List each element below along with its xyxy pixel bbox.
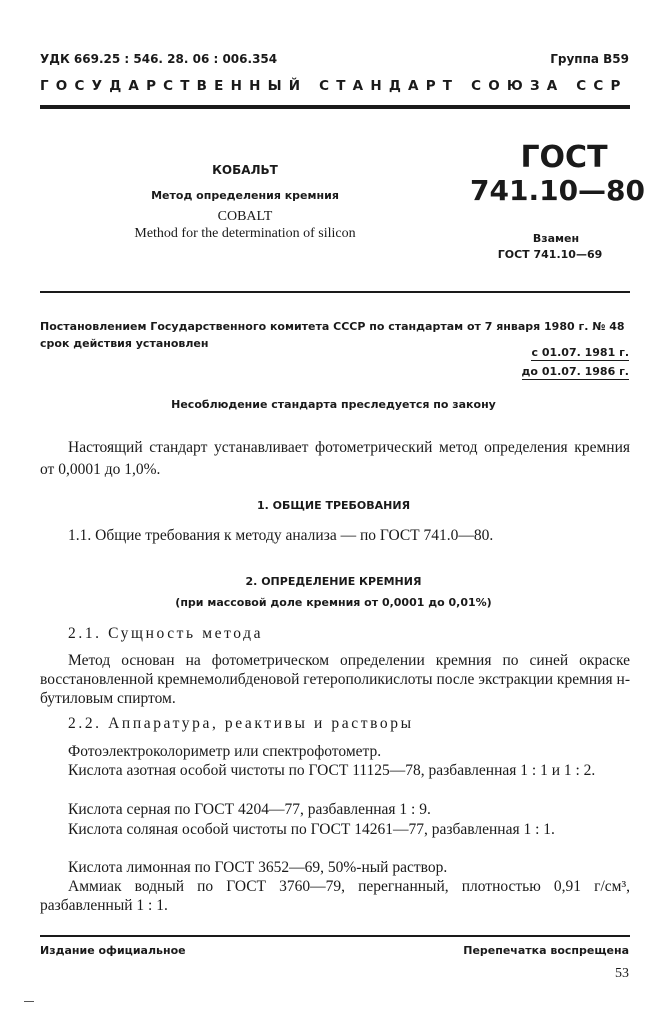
effective-from-text: с 01.07. 1981 г. (531, 346, 629, 359)
page-number: 53 (615, 966, 629, 981)
section-1-heading: 1. ОБЩИЕ ТРЕБОВАНИЯ (256, 499, 411, 512)
udk-code: УДК 669.25 : 546. 28. 06 : 006.354 (40, 52, 278, 66)
item-nitric-acid: Кислота азотная особой чистоты по ГОСТ 11125—78, разбавленная 1 : 1 и 1 : 2. (68, 762, 596, 779)
margin-mark (24, 1001, 34, 1002)
title-en-name: COBALT (217, 209, 273, 224)
title-ru-name: КОБАЛЬТ (212, 163, 278, 177)
gost-number: 741.10—80 (470, 174, 646, 207)
footer-reprint: Перепечатка воспрещена (463, 944, 629, 957)
item-sulfuric-acid: Кислота серная по ГОСТ 4204—77, разбавленная 1 : 9. (68, 801, 431, 818)
effective-to-date (522, 365, 629, 378)
title-ru-method: Метод определения кремния (151, 189, 339, 202)
law-notice: Несоблюдение стандарта преследуется по закону (171, 398, 496, 411)
section-2-heading: 2. ОПРЕДЕЛЕНИЕ КРЕМНИЯ (245, 575, 422, 588)
replaces-label: Взамен (532, 232, 580, 245)
section-2-subheading: (при массовой доле кремния от 0,0001 до 0,01%) (175, 596, 492, 609)
clause-2-2-heading: 2.2. Аппаратура, реактивы и растворы (68, 715, 414, 732)
item-hydrochloric-acid: Кислота соляная особой чистоты по ГОСТ 14261—77, разбавленная 1 : 1. (68, 821, 555, 838)
item-citric-acid: Кислота лимонная по ГОСТ 3652—69, 50%-ный раствор. (68, 859, 448, 876)
decree-text: Постановлением Государственного комитета СССР по стандартам от 7 января 1980 г. № 48 срок действия установлен (40, 320, 625, 350)
footer-rule (40, 935, 630, 937)
clause-2-1-heading: 2.1. Сущность метода (68, 625, 264, 642)
clause-1-1: 1.1. Общие требования к методу анализа — по ГОСТ 741.0—80. (68, 527, 494, 544)
title-rule (40, 291, 630, 293)
item-photometer: Фотоэлектроколориметр или спектрофотометр. (68, 743, 382, 760)
group-code: Группа В59 (550, 52, 629, 66)
item-ammonia: Аммиак водный по ГОСТ 3760—79, перегнанный, плотностью 0,91 г/см³, разбавленный 1 : 1. (40, 878, 630, 914)
effective-from-date (531, 346, 629, 359)
intro-paragraph: Настоящий стандарт устанавливает фотометрический метод определения кремния от 0,0001 до 1,0%. (40, 439, 630, 478)
replaces-gost: ГОСТ 741.10—69 (497, 248, 603, 261)
method-paragraph: Метод основан на фотометрическом определении кремния по синей окраске восстановленной кремнемолибденовой гетерополикислоты после экстракции кремния н-бутиловым спиртом. (40, 652, 630, 707)
effective-to-text: до 01.07. 1986 г. (521, 365, 629, 378)
header-rule (40, 105, 630, 109)
state-standard-banner: ГОСУДАРСТВЕННЫЙ СТАНДАРТ СОЮЗА ССР (40, 78, 628, 94)
title-en-method: Method for the determination of silicon (134, 226, 356, 241)
gost-label: ГОСТ (520, 140, 608, 175)
footer-edition: Издание официальное (40, 944, 186, 957)
